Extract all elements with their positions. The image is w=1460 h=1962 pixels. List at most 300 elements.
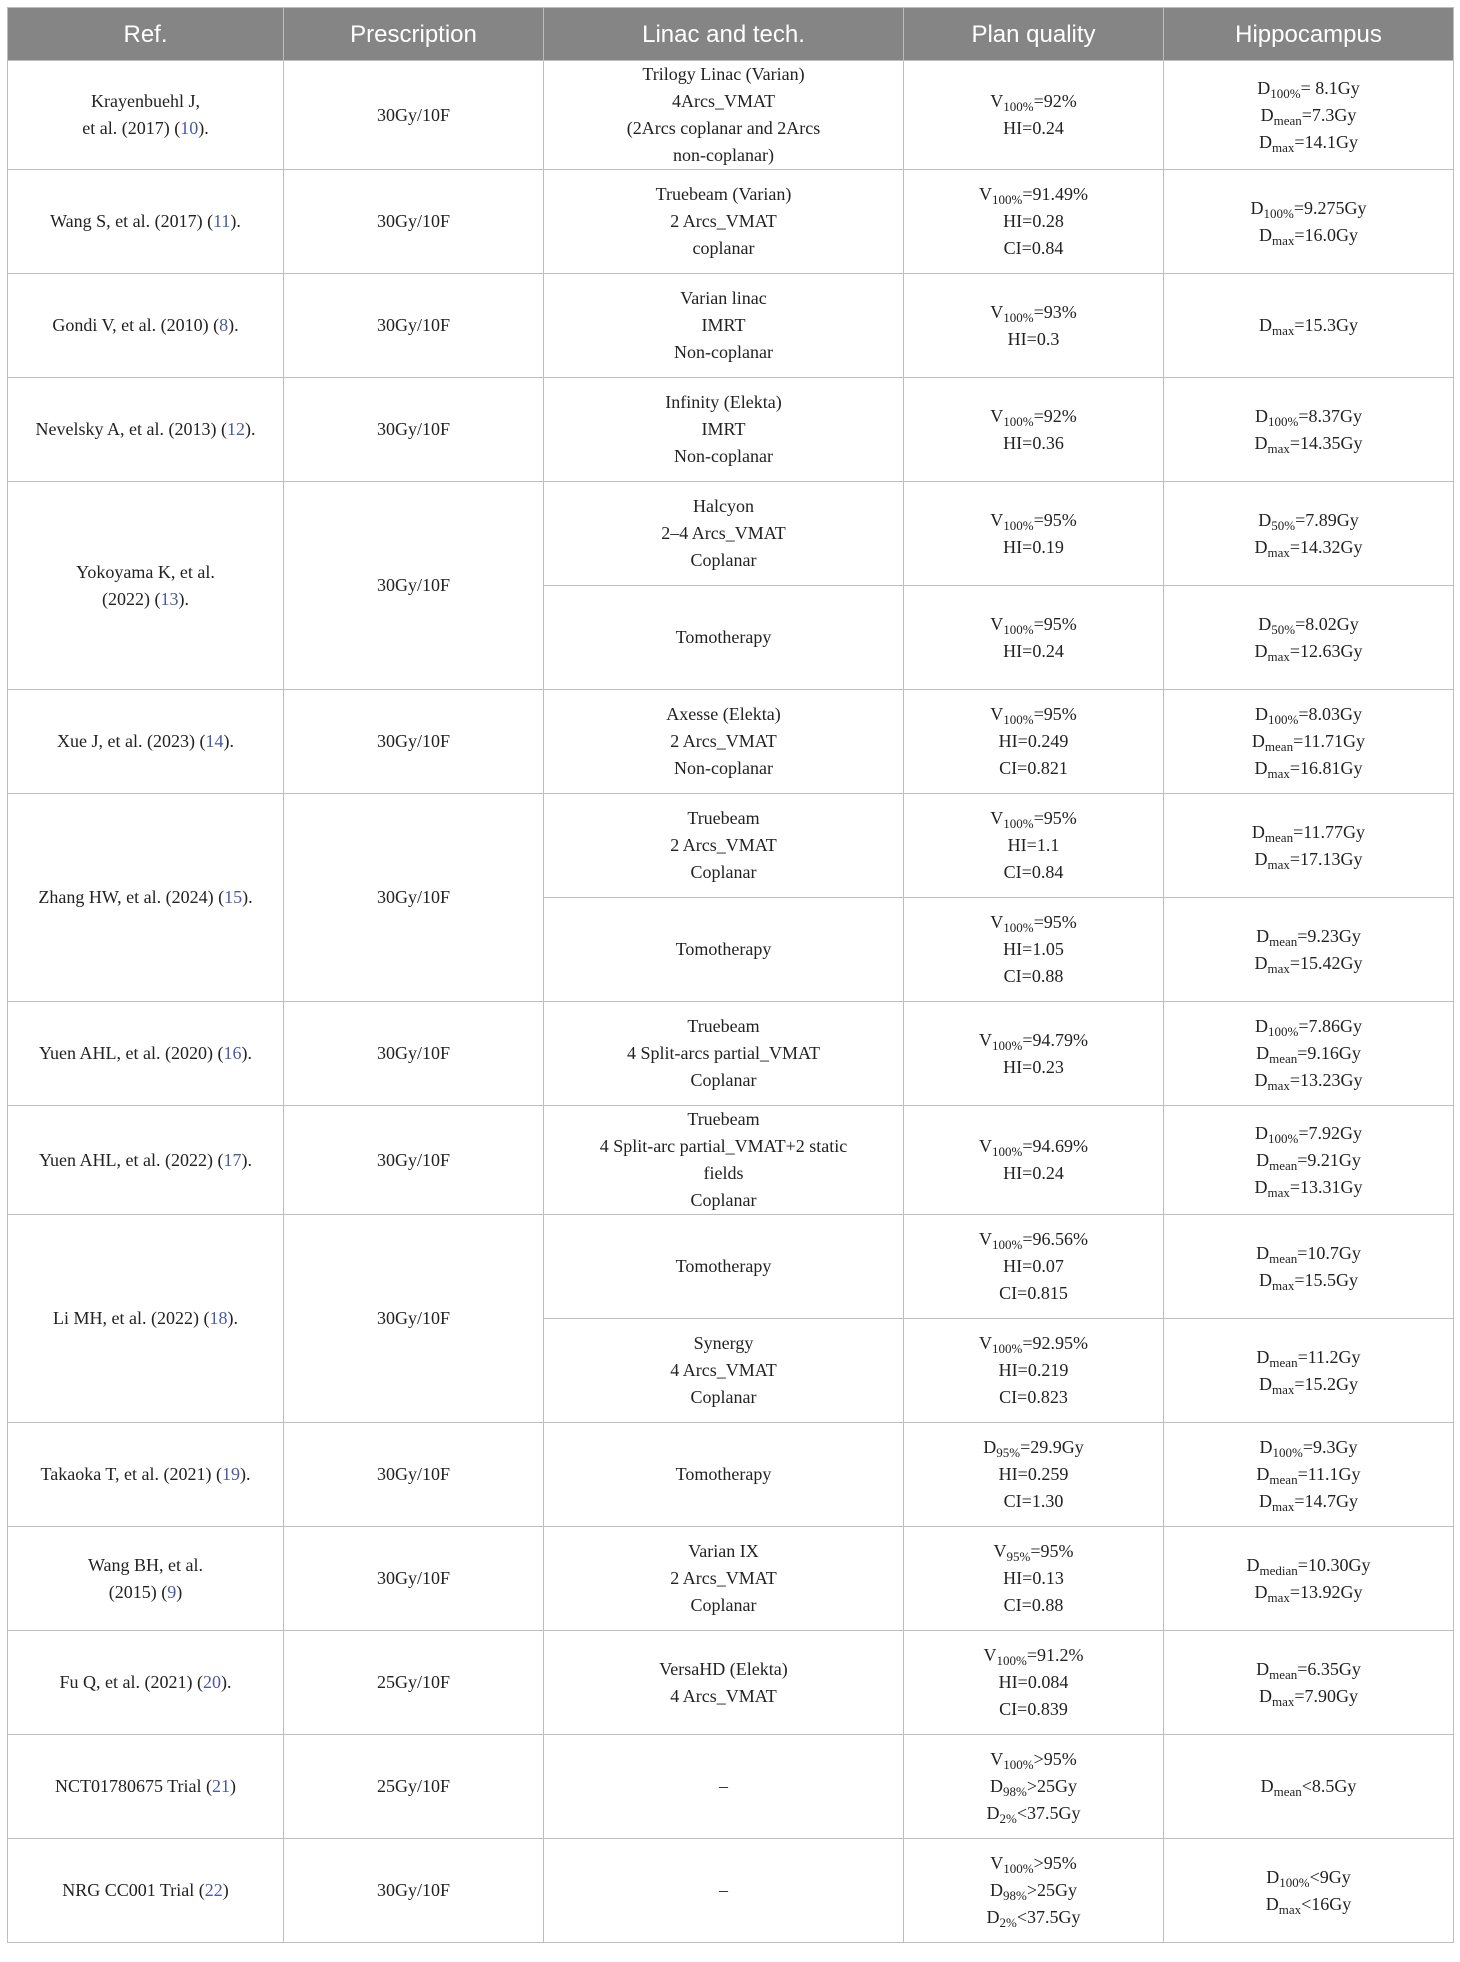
linac-cell <box>544 1106 904 1215</box>
subscript: 100% <box>996 1653 1027 1668</box>
hippocampus-line: $D_{100\%}= 8.1Gy$ <box>1257 77 1360 101</box>
citation-link[interactable]: 20 <box>202 1672 221 1692</box>
plan-quality-cell <box>904 1631 1164 1735</box>
table-row <box>8 170 1454 274</box>
linac-line: Trilogy Linac (Varian) <box>642 64 805 84</box>
linac-line: Non-coplanar <box>674 758 773 778</box>
linac-line: Truebeam (Varian) <box>655 184 792 204</box>
plan-quality-cell <box>904 274 1164 378</box>
plan-quality-line: $V_{100\%}=91.2\%$ <box>983 1645 1084 1668</box>
linac-cell <box>544 586 904 690</box>
subscript: 100% <box>1003 920 1034 935</box>
subscript: 100% <box>1003 816 1034 831</box>
subscript: 95% <box>1006 1549 1031 1564</box>
ref-cell: Nevelsky A, et al. (2013) (12). <box>8 378 284 482</box>
subscript: 100% <box>1003 1757 1034 1772</box>
subscript: 100% <box>1003 99 1034 114</box>
hippocampus-line: $D_{100\%}=7.86Gy$ <box>1255 1016 1362 1039</box>
subscript: max <box>1267 440 1290 456</box>
plan-quality-line: CI=0.88 <box>1003 966 1064 986</box>
prescription-cell: 30Gy/10F <box>284 1106 544 1215</box>
ref-cell: Fu Q, et al. (2021) (20). <box>8 1631 284 1735</box>
subscript: max <box>1267 960 1290 976</box>
hippocampus-cell <box>1164 482 1454 586</box>
linac-line: Non-coplanar <box>674 446 773 466</box>
plan-quality-line: HI=0.249 <box>998 731 1069 751</box>
hippocampus-line: $D_{mean}=10.7Gy$ <box>1256 1242 1361 1266</box>
plan-quality-line: HI=0.24 <box>1003 640 1064 661</box>
prescription-cell: 30Gy/10F <box>284 1002 544 1106</box>
subscript: 100% <box>1268 1024 1299 1039</box>
hippocampus-line: $D_{max}=14.1Gy$ <box>1258 131 1359 155</box>
col-header-hippocampus: Hippocampus <box>1164 8 1454 61</box>
plan-quality-line: HI=0.28 <box>1003 211 1064 231</box>
hippocampus-line: $D_{mean}=11.77Gy$ <box>1251 821 1366 845</box>
plan-quality-cell <box>904 1215 1164 1319</box>
subscript: mean <box>1269 1666 1298 1682</box>
hippocampus-line: $D_{mean}=6.35Gy$ <box>1256 1658 1361 1682</box>
citation-link[interactable]: 17 <box>223 1149 242 1170</box>
plan-quality-line: CI=0.88 <box>1003 1595 1064 1615</box>
plan-quality-cell <box>904 1839 1164 1943</box>
subscript: mean <box>1264 739 1294 754</box>
linac-cell <box>544 274 904 378</box>
linac-line: 4Arcs_VMAT <box>672 91 775 111</box>
plan-quality-line: $V_{95\%}=95\%$ <box>993 1541 1074 1564</box>
subscript: max <box>1271 1277 1295 1293</box>
linac-line: Coplanar <box>690 1190 757 1210</box>
prescription-cell: 30Gy/10F <box>284 170 544 274</box>
linac-line: Truebeam <box>687 808 760 828</box>
linac-line: – <box>719 1776 728 1796</box>
citation-link[interactable]: 8 <box>219 315 229 335</box>
hippocampus-cell <box>1164 1319 1454 1423</box>
hippocampus-cell <box>1164 1735 1454 1839</box>
linac-line: IMRT <box>701 419 746 439</box>
plan-quality-line: HI=0.23 <box>1003 1056 1064 1077</box>
plan-quality-line: $V_{100\%}=94.79\%$ <box>979 1029 1088 1053</box>
hippocampus-line: $D_{max}=14.35Gy$ <box>1254 432 1363 456</box>
linac-line: – <box>719 1880 728 1900</box>
plan-quality-line: $D_{98\%}>25Gy$ <box>990 1880 1077 1903</box>
linac-line: 4 Split-arc partial_VMAT+2 static <box>599 1136 848 1156</box>
plan-quality-line: $D_{2\%}<37.5Gy$ <box>986 1803 1081 1826</box>
table-row <box>8 1527 1454 1631</box>
plan-quality-line: HI=0.219 <box>998 1360 1069 1380</box>
linac-cell <box>544 1839 904 1943</box>
citation-link[interactable]: 12 <box>226 419 245 439</box>
linac-line: Coplanar <box>690 1387 757 1407</box>
plan-quality-line: HI=0.3 <box>1007 328 1060 349</box>
subscript: max <box>1267 856 1290 872</box>
prescription-cell: 25Gy/10F <box>284 1735 544 1839</box>
subscript: 50% <box>1271 517 1296 533</box>
hippocampus-line: $D_{100\%}=8.37Gy$ <box>1255 405 1362 429</box>
subscript: 100% <box>1003 309 1034 325</box>
ref-cell: Wang S, et al. (2017) (11). <box>8 170 284 274</box>
hippocampus-line: $D_{max}=17.13Gy$ <box>1254 848 1363 872</box>
linac-cell <box>544 1002 904 1106</box>
linac-cell <box>544 1423 904 1527</box>
comparison-table <box>7 7 1454 1943</box>
table-row <box>8 1839 1454 1943</box>
subscript: 98% <box>1003 1784 1027 1799</box>
hippocampus-cell <box>1164 1839 1454 1943</box>
hippocampus-line: $D_{median}=10.30Gy$ <box>1246 1554 1371 1578</box>
plan-quality-line: $V_{100\%}=91.49\%$ <box>979 184 1088 207</box>
plan-quality-line: $V_{100\%}=96.56\%$ <box>979 1229 1088 1252</box>
subscript: max <box>1267 1184 1290 1200</box>
ref-cell: Xue J, et al. (2023) (14). <box>8 690 284 794</box>
table-row <box>8 61 1454 170</box>
linac-line: Varian IX <box>688 1541 759 1561</box>
table-row <box>8 1215 1454 1319</box>
citation-link[interactable]: 19 <box>222 1464 240 1484</box>
linac-cell <box>544 1527 904 1631</box>
subscript: max <box>1267 766 1290 781</box>
hippocampus-line: $D_{max}=16.81Gy$ <box>1254 758 1363 781</box>
linac-line: non-coplanar) <box>673 145 774 165</box>
hippocampus-line: $D_{100\%}<9Gy$ <box>1266 1866 1351 1890</box>
subscript: max <box>1271 1693 1295 1709</box>
linac-line: Tomotherapy <box>675 627 772 647</box>
plan-quality-line: HI=0.19 <box>1003 536 1064 557</box>
subscript: 95% <box>996 1445 1021 1460</box>
citation-link[interactable]: 21 <box>212 1776 231 1796</box>
hippocampus-line: $D_{mean}=9.23Gy$ <box>1256 925 1361 949</box>
subscript: 100% <box>1268 413 1299 429</box>
subscript: 100% <box>1003 621 1034 637</box>
hippocampus-line: $D_{max}=15.42Gy$ <box>1254 952 1363 976</box>
plan-quality-cell <box>904 482 1164 586</box>
linac-line: 2–4 Arcs_VMAT <box>661 523 786 543</box>
hippocampus-cell <box>1164 274 1454 378</box>
hippocampus-line: $D_{max}=12.63Gy$ <box>1254 640 1363 664</box>
plan-quality-line: $V_{100\%}>95\%$ <box>990 1853 1077 1876</box>
hippocampus-line: $D_{50\%}=8.02Gy$ <box>1258 613 1359 637</box>
subscript: mean <box>1269 1051 1298 1066</box>
subscript: max <box>1271 1381 1295 1397</box>
hippocampus-cell <box>1164 1002 1454 1106</box>
prescription-cell: 25Gy/10F <box>284 1631 544 1735</box>
ref-cell: Li MH, et al. (2022) (18). <box>8 1215 284 1423</box>
citation-link[interactable]: 9 <box>167 1581 177 1602</box>
hippocampus-line: $D_{max}=16.0Gy$ <box>1258 224 1359 248</box>
plan-quality-line: $V_{100\%}=93\%$ <box>990 301 1077 325</box>
linac-cell <box>544 898 904 1002</box>
citation-link[interactable]: 14 <box>205 731 224 751</box>
linac-line: 4 Arcs_VMAT <box>670 1685 777 1706</box>
plan-quality-line: $D_{98\%}>25Gy$ <box>990 1776 1077 1799</box>
subscript: 100% <box>992 1144 1023 1159</box>
linac-line: coplanar <box>692 238 755 258</box>
plan-quality-line: HI=0.36 <box>1003 432 1064 453</box>
subscript: max <box>1267 1589 1290 1605</box>
plan-quality-line: $V_{100\%}=95\%$ <box>990 509 1077 533</box>
table-row <box>8 1423 1454 1527</box>
subscript: mean <box>1273 112 1302 128</box>
col-header-ref: Ref. <box>8 8 284 61</box>
linac-line: IMRT <box>701 315 746 335</box>
subscript: mean <box>1269 1157 1298 1173</box>
subscript: 50% <box>1271 621 1296 637</box>
plan-quality-line: CI=1.30 <box>1003 1491 1064 1511</box>
hippocampus-cell <box>1164 898 1454 1002</box>
hippocampus-line: $D_{100\%}=8.03Gy$ <box>1255 704 1362 727</box>
ref-cell: Wang BH, et al. (2015) (9) <box>8 1527 284 1631</box>
plan-quality-line: $V_{100\%}=94.69\%$ <box>979 1136 1088 1159</box>
plan-quality-cell <box>904 898 1164 1002</box>
plan-quality-cell <box>904 378 1164 482</box>
hippocampus-line: $D_{100\%}=9.275Gy$ <box>1250 197 1367 221</box>
linac-cell <box>544 482 904 586</box>
plan-quality-cell <box>904 794 1164 898</box>
plan-quality-cell <box>904 1735 1164 1839</box>
linac-line: 2 Arcs_VMAT <box>670 1568 777 1588</box>
subscript: 100% <box>1003 517 1034 533</box>
plan-quality-cell <box>904 1423 1164 1527</box>
linac-line: Tomotherapy <box>675 1464 772 1484</box>
subscript: 100% <box>1279 1874 1310 1890</box>
citation-link[interactable]: 18 <box>209 1308 228 1328</box>
hippocampus-line: $D_{max}=13.31Gy$ <box>1254 1176 1363 1200</box>
linac-line: 2 Arcs_VMAT <box>670 835 777 855</box>
subscript: max <box>1267 544 1290 560</box>
table-row <box>8 1631 1454 1735</box>
header-row <box>8 8 1454 61</box>
linac-line: Halcyon <box>693 496 754 516</box>
subscript: 100% <box>1263 205 1294 221</box>
linac-cell <box>544 61 904 170</box>
linac-cell <box>544 1319 904 1423</box>
plan-quality-line: HI=0.07 <box>1003 1256 1064 1276</box>
ref-cell: Gondi V, et al. (2010) (8). <box>8 274 284 378</box>
hippocampus-cell <box>1164 586 1454 690</box>
subscript: mean <box>1269 1472 1298 1487</box>
hippocampus-cell <box>1164 378 1454 482</box>
plan-quality-line: HI=0.13 <box>1003 1568 1064 1588</box>
plan-quality-cell <box>904 1527 1164 1631</box>
subscript: 100% <box>1268 712 1299 727</box>
table-row <box>8 482 1454 586</box>
plan-quality-cell <box>904 1002 1164 1106</box>
linac-line: Coplanar <box>690 1070 757 1090</box>
hippocampus-line: $D_{mean}=9.16Gy$ <box>1256 1043 1361 1066</box>
hippocampus-line: $D_{max}=14.32Gy$ <box>1254 536 1363 560</box>
hippocampus-line: $D_{mean}=11.1Gy$ <box>1256 1464 1361 1487</box>
linac-line: VersaHD (Elekta) <box>659 1658 788 1679</box>
subscript: max <box>1271 1499 1295 1514</box>
plan-quality-line: $D_{95\%}=29.9Gy$ <box>983 1437 1084 1460</box>
hippocampus-line: $D_{max}=15.3Gy$ <box>1258 315 1359 338</box>
subscript: mean <box>1269 1250 1298 1266</box>
plan-quality-line: CI=0.815 <box>999 1283 1068 1303</box>
subscript: max <box>1278 1901 1302 1917</box>
citation-link[interactable]: 11 <box>213 211 231 231</box>
hippocampus-cell <box>1164 1527 1454 1631</box>
plan-quality-cell <box>904 690 1164 794</box>
linac-line: 2 Arcs_VMAT <box>670 211 777 231</box>
subscript: max <box>1271 323 1295 338</box>
prescription-cell: 30Gy/10F <box>284 61 544 170</box>
table-row <box>8 274 1454 378</box>
prescription-cell: 30Gy/10F <box>284 1423 544 1527</box>
plan-quality-line: $V_{100\%}=92.95\%$ <box>979 1333 1088 1356</box>
prescription-cell: 30Gy/10F <box>284 794 544 1002</box>
hippocampus-line: $D_{max}=13.23Gy$ <box>1254 1070 1363 1093</box>
hippocampus-cell <box>1164 1423 1454 1527</box>
linac-line: Synergy <box>693 1333 754 1353</box>
subscript: 100% <box>992 192 1023 207</box>
linac-line: Tomotherapy <box>675 939 772 959</box>
hippocampus-line: $D_{max}<16Gy$ <box>1265 1893 1352 1917</box>
hippocampus-line: $D_{max}=15.5Gy$ <box>1258 1269 1359 1293</box>
col-header-plan-quality: Plan quality <box>904 8 1164 61</box>
hippocampus-line: $D_{50\%}=7.89Gy$ <box>1258 509 1359 533</box>
hippocampus-cell <box>1164 690 1454 794</box>
subscript: median <box>1259 1562 1298 1578</box>
plan-quality-cell <box>904 170 1164 274</box>
plan-quality-line: HI=0.24 <box>1003 118 1064 138</box>
hippocampus-line: $D_{max}=14.7Gy$ <box>1258 1491 1359 1514</box>
col-header-prescription: Prescription <box>284 8 544 61</box>
subscript: mean <box>1269 933 1298 949</box>
citation-link[interactable]: 10 <box>180 118 199 138</box>
subscript: mean <box>1269 1354 1298 1370</box>
ref-cell: Yuen AHL, et al. (2020) (16). <box>8 1002 284 1106</box>
linac-line: (2Arcs coplanar and 2Arcs <box>626 118 821 138</box>
subscript: 100% <box>992 1237 1023 1252</box>
linac-line: 4 Arcs_VMAT <box>670 1360 777 1380</box>
plan-quality-line: $V_{100\%}=95\%$ <box>990 808 1077 831</box>
plan-quality-line: $V_{100\%}=92\%$ <box>990 91 1077 114</box>
plan-quality-line: CI=0.84 <box>1003 238 1064 258</box>
hippocampus-cell <box>1164 1215 1454 1319</box>
linac-line: Truebeam <box>687 1109 760 1129</box>
subscript: 100% <box>1003 413 1034 429</box>
subscript: 98% <box>1003 1888 1027 1903</box>
hippocampus-cell <box>1164 1106 1454 1215</box>
hippocampus-line: $D_{mean}=9.21Gy$ <box>1256 1149 1361 1173</box>
table-body <box>8 61 1454 1943</box>
table-row <box>8 1106 1454 1215</box>
col-header-linac: Linac and tech. <box>544 8 904 61</box>
subscript: 2% <box>999 1811 1017 1826</box>
plan-quality-line: $D_{2\%}<37.5Gy$ <box>986 1907 1081 1930</box>
ref-cell: Zhang HW, et al. (2024) (15). <box>8 794 284 1002</box>
table-row <box>8 690 1454 794</box>
subscript: 100% <box>1003 1861 1034 1876</box>
linac-line: Truebeam <box>687 1016 760 1036</box>
hippocampus-line: $D_{mean}=7.3Gy$ <box>1260 104 1357 128</box>
plan-quality-cell <box>904 586 1164 690</box>
plan-quality-line: HI=0.084 <box>998 1672 1069 1692</box>
hippocampus-line: $D_{max}=7.90Gy$ <box>1258 1685 1359 1709</box>
linac-cell <box>544 378 904 482</box>
plan-quality-line: $V_{100\%}=95\%$ <box>990 613 1077 637</box>
linac-cell <box>544 794 904 898</box>
table-row <box>8 794 1454 898</box>
prescription-cell: 30Gy/10F <box>284 690 544 794</box>
hippocampus-line: $D_{mean}<8.5Gy$ <box>1260 1776 1357 1799</box>
hippocampus-line: $D_{100\%}=7.92Gy$ <box>1255 1122 1362 1146</box>
prescription-cell: 30Gy/10F <box>284 482 544 690</box>
plan-quality-line: $V_{100\%}=92\%$ <box>990 405 1077 429</box>
hippocampus-line: $D_{mean}=11.71Gy$ <box>1251 731 1366 754</box>
subscript: max <box>1271 232 1295 248</box>
plan-quality-cell <box>904 61 1164 170</box>
subscript: 100% <box>992 1341 1023 1356</box>
table-row <box>8 378 1454 482</box>
linac-line: 4 Split-arcs partial_VMAT <box>627 1043 820 1063</box>
table-row <box>8 1735 1454 1839</box>
prescription-cell: 30Gy/10F <box>284 378 544 482</box>
plan-quality-line: HI=0.24 <box>1003 1163 1064 1183</box>
citation-link[interactable]: 16 <box>223 1043 242 1063</box>
subscript: 100% <box>1268 1130 1299 1146</box>
plan-quality-line: $V_{100\%}>95\%$ <box>990 1749 1077 1772</box>
linac-cell <box>544 1735 904 1839</box>
subscript: mean <box>1273 1784 1302 1799</box>
linac-line: fields <box>703 1163 744 1183</box>
hippocampus-cell <box>1164 61 1454 170</box>
plan-quality-line: CI=0.839 <box>999 1699 1068 1719</box>
citation-link[interactable]: 22 <box>204 1880 223 1900</box>
plan-quality-line: $V_{100\%}=95\%$ <box>990 912 1077 935</box>
plan-quality-line: HI=1.05 <box>1003 939 1064 959</box>
subscript: max <box>1267 648 1290 664</box>
hippocampus-cell <box>1164 794 1454 898</box>
subscript: 100% <box>992 1037 1023 1053</box>
plan-quality-line: CI=0.823 <box>999 1387 1068 1407</box>
linac-cell <box>544 690 904 794</box>
subscript: max <box>1267 1078 1290 1093</box>
ref-cell: NCT01780675 Trial (21) <box>8 1735 284 1839</box>
linac-line: Varian linac <box>680 288 767 308</box>
subscript: 100% <box>1003 712 1034 727</box>
prescription-cell: 30Gy/10F <box>284 1839 544 1943</box>
ref-cell: Yokoyama K, et al. (2022) (13). <box>8 482 284 690</box>
ref-cell: Yuen AHL, et al. (2022) (17). <box>8 1106 284 1215</box>
linac-line: Coplanar <box>690 862 757 882</box>
citation-link[interactable]: 15 <box>224 887 243 907</box>
prescription-cell: 30Gy/10F <box>284 1527 544 1631</box>
linac-line: Tomotherapy <box>675 1256 772 1276</box>
plan-quality-line: CI=0.84 <box>1003 862 1064 882</box>
ref-cell: Krayenbuehl J, et al. (2017) (10). <box>8 61 284 170</box>
plan-quality-line: HI=1.1 <box>1007 835 1060 855</box>
prescription-cell: 30Gy/10F <box>284 1215 544 1423</box>
hippocampus-line: $D_{max}=13.92Gy$ <box>1254 1581 1363 1605</box>
prescription-cell: 30Gy/10F <box>284 274 544 378</box>
ref-cell: Takaoka T, et al. (2021) (19). <box>8 1423 284 1527</box>
subscript: 100% <box>1272 1445 1303 1460</box>
ref-cell: NRG CC001 Trial (22) <box>8 1839 284 1943</box>
linac-line: Infinity (Elekta) <box>665 392 782 412</box>
hippocampus-line: $D_{mean}=11.2Gy$ <box>1256 1346 1361 1370</box>
subscript: max <box>1271 139 1295 155</box>
linac-cell <box>544 1631 904 1735</box>
plan-quality-line: HI=0.259 <box>998 1464 1069 1484</box>
hippocampus-line: $D_{100\%}=9.3Gy$ <box>1259 1437 1358 1460</box>
plan-quality-line: $V_{100\%}=95\%$ <box>990 704 1077 727</box>
linac-line: Coplanar <box>690 1595 757 1615</box>
citation-link[interactable]: 13 <box>160 588 179 609</box>
plan-quality-cell <box>904 1319 1164 1423</box>
subscript: 100% <box>1270 85 1301 101</box>
hippocampus-line: $D_{max}=15.2Gy$ <box>1258 1373 1359 1397</box>
plan-quality-cell <box>904 1106 1164 1215</box>
